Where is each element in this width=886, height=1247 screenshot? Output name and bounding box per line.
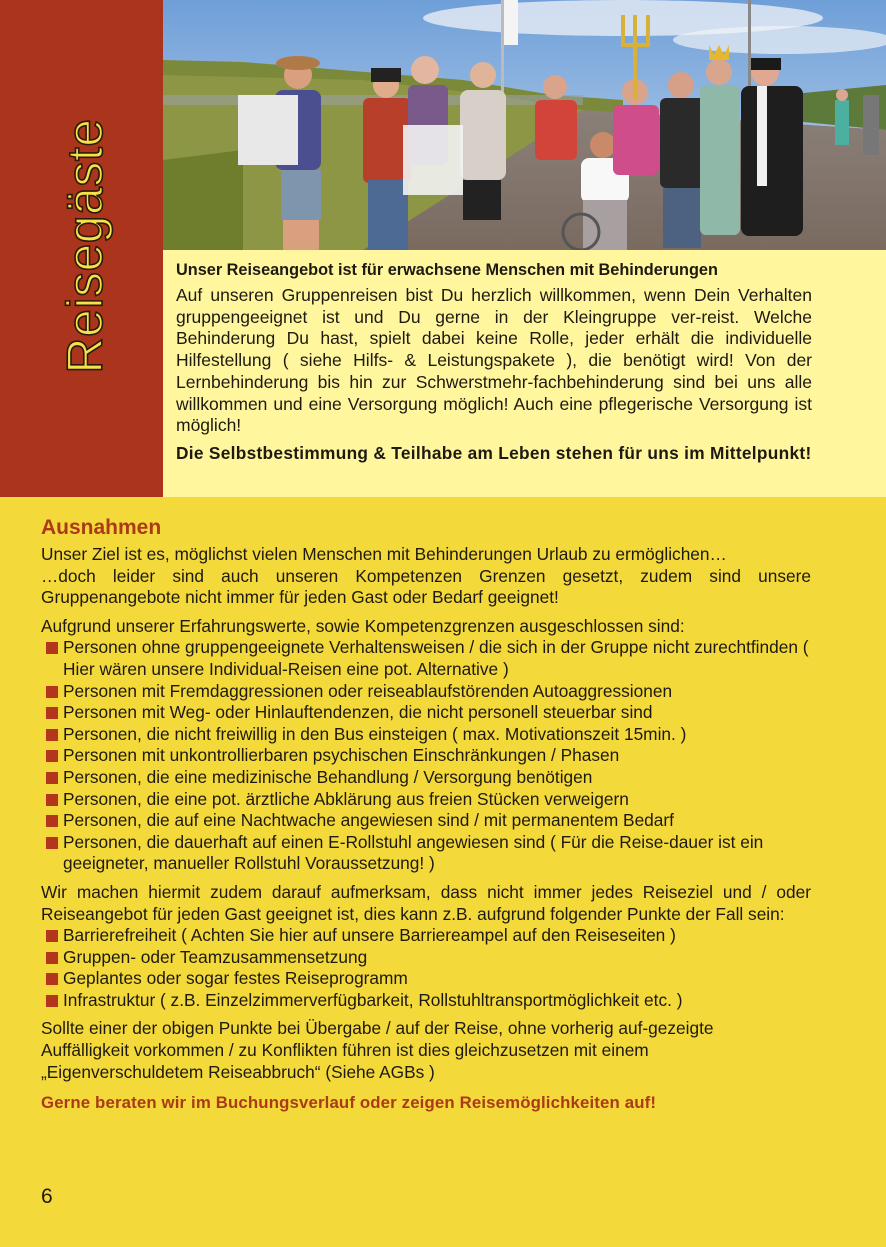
list-item: Gruppen- oder Teamzusammensetzung	[41, 947, 811, 969]
list-item: Personen ohne gruppengeeignete Verhaltensweisen / die sich in der Gruppe nicht zurechtfinden ( Hier wären unsere Individual-Reisen eine pot. Alternative )	[41, 637, 811, 680]
list-item: Personen mit Weg- oder Hinlauftendenzen, die nicht personell steuerbar sind	[41, 702, 811, 724]
group-photo	[163, 0, 886, 250]
bullet-square-icon	[46, 952, 58, 964]
bullet-square-icon	[46, 772, 58, 784]
section-title: Reisegäste	[57, 118, 113, 374]
list-item: Personen, die eine pot. ärztliche Abklärung aus freien Stücken verweigern	[41, 789, 811, 811]
list-item: Personen, die auf eine Nachtwache angewiesen sind / mit permanentem Bedarf	[41, 810, 811, 832]
bullet-square-icon	[46, 707, 58, 719]
call-to-action: Gerne beraten wir im Buchungsverlauf oder zeigen Reisemöglichkeiten auf!	[41, 1093, 657, 1113]
factors-list	[41, 925, 811, 1011]
list-item: Infrastruktur ( z.B. Einzelzimmerverfügbarkeit, Rollstuhltransportmöglichkeit etc. )	[41, 990, 811, 1012]
intro-paragraph: Auf unseren Gruppenreisen bist Du herzlich willkommen, wenn Dein Verhalten gruppengeeignet ist und Du gerne in der Kleingruppe ver-reist. Welche Behinderung Du hast, spielt dabei keine Rolle, jeder erhält die individuelle Hilfestellung ( siehe Hilfs- & Leistungspakete ), die benötigt wird! Von der Lernbehinderung bis hin zur Schwerstmehr-fachbehinderung sind bei uns alle willkommen und eine Versorgung möglich! Auch eine pflegerische Versorgung ist möglich!	[176, 285, 812, 436]
exceptions-section	[41, 514, 811, 1114]
bullet-square-icon	[46, 837, 58, 849]
exceptions-heading: Ausnahmen	[41, 516, 162, 539]
bullet-square-icon	[46, 930, 58, 942]
intro-emphasis: Die Selbstbestimmung & Teilhabe am Leben stehen für uns im Mittelpunkt!	[176, 442, 812, 463]
bullet-square-icon	[46, 750, 58, 762]
list-item: Personen, die dauerhaft auf einen E-Rollstuhl angewiesen sind ( Für die Reise-dauer ist ein geeigneter, manueller Rollstuhl Voraussetzung! )	[41, 832, 811, 875]
exceptions-intro-line2: …doch leider sind auch unseren Kompetenzen Grenzen gesetzt, zudem sind unsere Gruppenangebote nicht immer für jeden Gast oder Bedarf geeignet!	[41, 565, 811, 608]
bullet-square-icon	[46, 995, 58, 1007]
intro-box	[163, 250, 886, 497]
group-photo-image	[163, 0, 886, 250]
list-item: Barrierefreiheit ( Achten Sie hier auf unsere Barriereampel auf den Reiseseiten )	[41, 925, 811, 947]
list-item: Personen mit Fremdaggressionen oder reiseablaufstörenden Autoaggressionen	[41, 681, 811, 703]
list-item: Geplantes oder sogar festes Reiseprogramm	[41, 968, 811, 990]
exclusions-list	[41, 637, 811, 875]
bullet-square-icon	[46, 973, 58, 985]
exceptions-intro-line1: Unser Ziel ist es, möglichst vielen Menschen mit Behinderungen Urlaub zu ermöglichen…	[41, 544, 727, 564]
bullet-square-icon	[46, 642, 58, 654]
list-item: Personen mit unkontrollierbaren psychischen Einschränkungen / Phasen	[41, 745, 811, 767]
consequence-paragraph: Sollte einer der obigen Punkte bei Übergabe / auf der Reise, ohne vorherig auf-gezeigte Auffälligkeit vorkommen / zu Konflikten führen ist dies gleichzusetzen mit einem „Eigenverschuldetem Reiseabbruch“ (Siehe AGBs )	[41, 1018, 714, 1082]
bullet-square-icon	[46, 815, 58, 827]
sidebar-banner	[0, 0, 163, 497]
bullet-square-icon	[46, 794, 58, 806]
list-item: Personen, die nicht freiwillig in den Bus einsteigen ( max. Motivationszeit 15min. )	[41, 724, 811, 746]
exclusions-lead: Aufgrund unserer Erfahrungswerte, sowie Kompetenzgrenzen ausgeschlossen sind:	[41, 615, 685, 636]
list-item: Personen, die eine medizinische Behandlung / Versorgung benötigen	[41, 767, 811, 789]
page-number: 6	[41, 1185, 53, 1208]
bullet-square-icon	[46, 686, 58, 698]
bullet-square-icon	[46, 729, 58, 741]
intro-heading: Unser Reiseangebot ist für erwachsene Menschen mit Behinderungen	[176, 261, 718, 279]
suitability-paragraph: Wir machen hiermit zudem darauf aufmerksam, dass nicht immer jedes Reiseziel und / oder Reiseangebot für jeden Gast geeignet ist, dies kann z.B. aufgrund folgender Punkte der Fall sein:	[41, 881, 811, 924]
